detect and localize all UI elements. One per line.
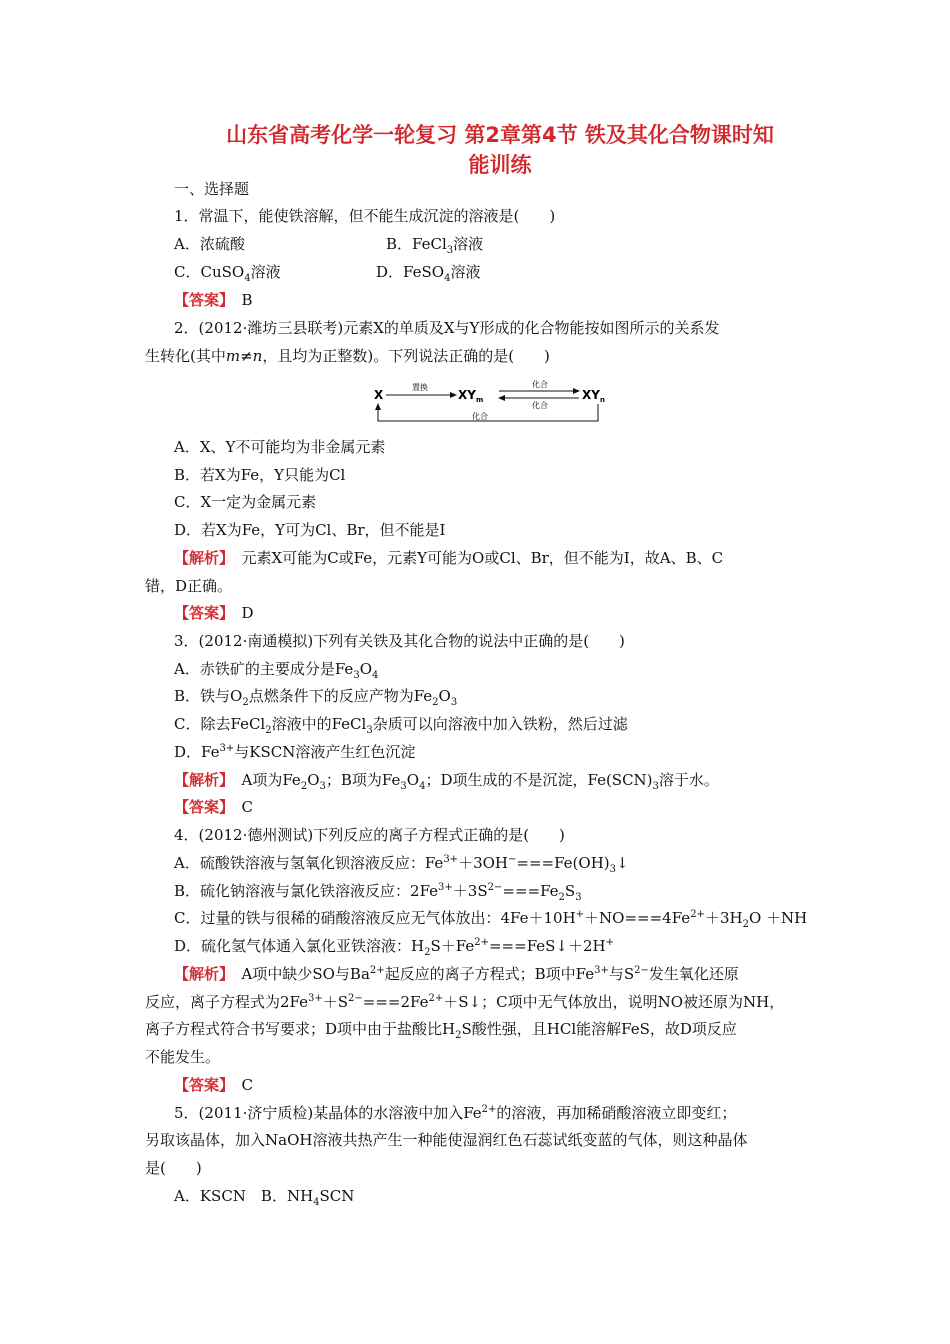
q5-options: A．KSCN B．$NH_4SCN$ bbox=[174, 1187, 355, 1208]
q1-answer: 【答案】 B bbox=[174, 291, 253, 309]
q3-option-c: C．除去FeCl$_2$溶液中的FeCl$_3$杂质可以向溶液中加入铁粉，然后过滤 bbox=[174, 715, 628, 736]
diagram-node-xyn: $XY_n$ bbox=[582, 388, 605, 404]
q4-analysis-line-1: 【解析】 A项中缺少SO与$Ba^{2+}$起反应的离子方程式；B项中$Fe^{3+}$与$S^{2-}$发生氧化还原 bbox=[174, 965, 739, 983]
q4-option-b: B．硫化钠溶液与氯化铁溶液反应：$2Fe^{3+}+3S^{2-}===Fe_2S_3$ bbox=[174, 882, 582, 903]
q4-analysis-line-4: 不能发生。 bbox=[145, 1048, 221, 1066]
diagram-arrow-combine-loop bbox=[378, 404, 598, 421]
q4-answer: 【答案】 C bbox=[174, 1076, 254, 1094]
q2-option-d: D．若X为Fe，Y可为Cl、Br，但不能是I bbox=[174, 521, 446, 539]
q5-stem-line-1: 5．(2011·济宁质检)某晶体的水溶液中加入$Fe^{2+}$的溶液，再加稀硝酸溶液立即变红； bbox=[174, 1104, 737, 1122]
document-title-line-2: 能训练 bbox=[468, 153, 532, 177]
analysis-tag: 【解析】 bbox=[174, 771, 227, 789]
q2-option-a: A．X、Y不可能均为非金属元素 bbox=[174, 438, 386, 456]
q3-analysis: 【解析】 A项为$Fe_2O_3$；B项为$Fe_3O_4$；D项生成的不是沉淀，$Fe(SCN)_3$溶于水。 bbox=[174, 771, 719, 792]
q4-option-a: A．硫酸铁溶液与氢氧化钡溶液反应：$Fe^{3+}+3OH^-===Fe(OH)_3↓$ bbox=[174, 854, 629, 875]
q3-option-d: D．$Fe^{3+}$与KSCN溶液产生红色沉淀 bbox=[174, 743, 416, 761]
q3-answer: 【答案】 C bbox=[174, 798, 254, 816]
answer-tag: 【答案】 bbox=[174, 798, 227, 816]
diagram-label-replace: 置换 bbox=[412, 383, 428, 392]
section-heading: 一、选择题 bbox=[174, 180, 250, 198]
analysis-tag: 【解析】 bbox=[174, 549, 227, 567]
document-title-line-1: 山东省高考化学一轮复习 第2章第4节 铁及其化合物课时知 bbox=[226, 123, 774, 147]
diagram-node-x: X bbox=[374, 388, 384, 402]
q3-stem: 3．(2012·南通模拟)下列有关铁及其化合物的说法中正确的是( ) bbox=[174, 632, 625, 650]
q1-option-c: C．CuSO$_4$溶液 bbox=[174, 263, 281, 284]
q2-analysis-line-2: 错，D正确。 bbox=[145, 577, 233, 595]
q3-option-a: A．赤铁矿的主要成分是$Fe_3O_4$ bbox=[174, 660, 379, 681]
q2-stem-line-2: 生转化(其中m≠n，且均为正整数)。下列说法正确的是( ) bbox=[145, 347, 550, 365]
q1-option-a: A．浓硫酸 bbox=[174, 235, 245, 253]
q2-analysis-line-1: 【解析】 元素X可能为C或Fe，元素Y可能为O或Cl、Br，但不能为I，故A、B、C bbox=[174, 549, 724, 567]
q5-stem-line-3: 是( ) bbox=[145, 1159, 202, 1177]
q4-analysis-line-3: 离子方程式符合书写要求；D项中由于盐酸比$H_2S$酸性强，且HCl能溶解FeS，故D项反应 bbox=[145, 1020, 737, 1041]
diagram-label-combine-mid: 化合 bbox=[532, 401, 548, 410]
q1-option-d: D．FeSO$_4$溶液 bbox=[376, 263, 481, 284]
diagram-label-combine-bottom: 化合 bbox=[472, 412, 488, 421]
diagram-label-combine-top: 化合 bbox=[532, 380, 548, 389]
answer-tag: 【答案】 bbox=[174, 604, 227, 622]
q4-option-d: D．硫化氢气体通入氯化亚铁溶液：$H_2S+Fe^{2+}===FeS↓+2H^+$ bbox=[174, 937, 615, 958]
q4-analysis-line-2: 反应，离子方程式为$2Fe^{3+}+S^{2-}===2Fe^{2+}+S↓$；C项中无气体放出，说明NO被还原为NH， bbox=[145, 993, 785, 1011]
q4-stem: 4．(2012·德州测试)下列反应的离子方程式正确的是( ) bbox=[174, 826, 565, 844]
q1-stem: 1．常温下，能使铁溶解，但不能生成沉淀的溶液是( ) bbox=[174, 207, 556, 225]
conversion-diagram bbox=[372, 375, 608, 429]
diagram-node-xym: $XY_m$ bbox=[458, 388, 484, 404]
answer-tag: 【答案】 bbox=[174, 291, 227, 309]
q3-option-b: B．铁与$O_2$点燃条件下的反应产物为$Fe_2O_3$ bbox=[174, 687, 458, 708]
answer-tag: 【答案】 bbox=[174, 1076, 227, 1094]
q4-option-c: C．过量的铁与很稀的硝酸溶液反应无气体放出：$4Fe+10H^++NO===4Fe^{2+}+3H_2O +NH$ bbox=[174, 909, 808, 930]
q2-option-b: B．若X为Fe，Y只能为Cl bbox=[174, 466, 346, 484]
q2-answer: 【答案】 D bbox=[174, 604, 254, 622]
q2-option-c: C．X一定为金属元素 bbox=[174, 493, 317, 511]
analysis-tag: 【解析】 bbox=[174, 965, 227, 983]
q5-stem-line-2: 另取该晶体，加入NaOH溶液共热产生一种能使湿润红色石蕊试纸变蓝的气体，则这种晶体 bbox=[145, 1131, 748, 1149]
q2-stem-line-1: 2．(2012·潍坊三县联考)元素X的单质及X与Y形成的化合物能按如图所示的关系发 bbox=[174, 319, 720, 337]
q1-option-b: B．FeCl$_3$溶液 bbox=[386, 235, 484, 256]
